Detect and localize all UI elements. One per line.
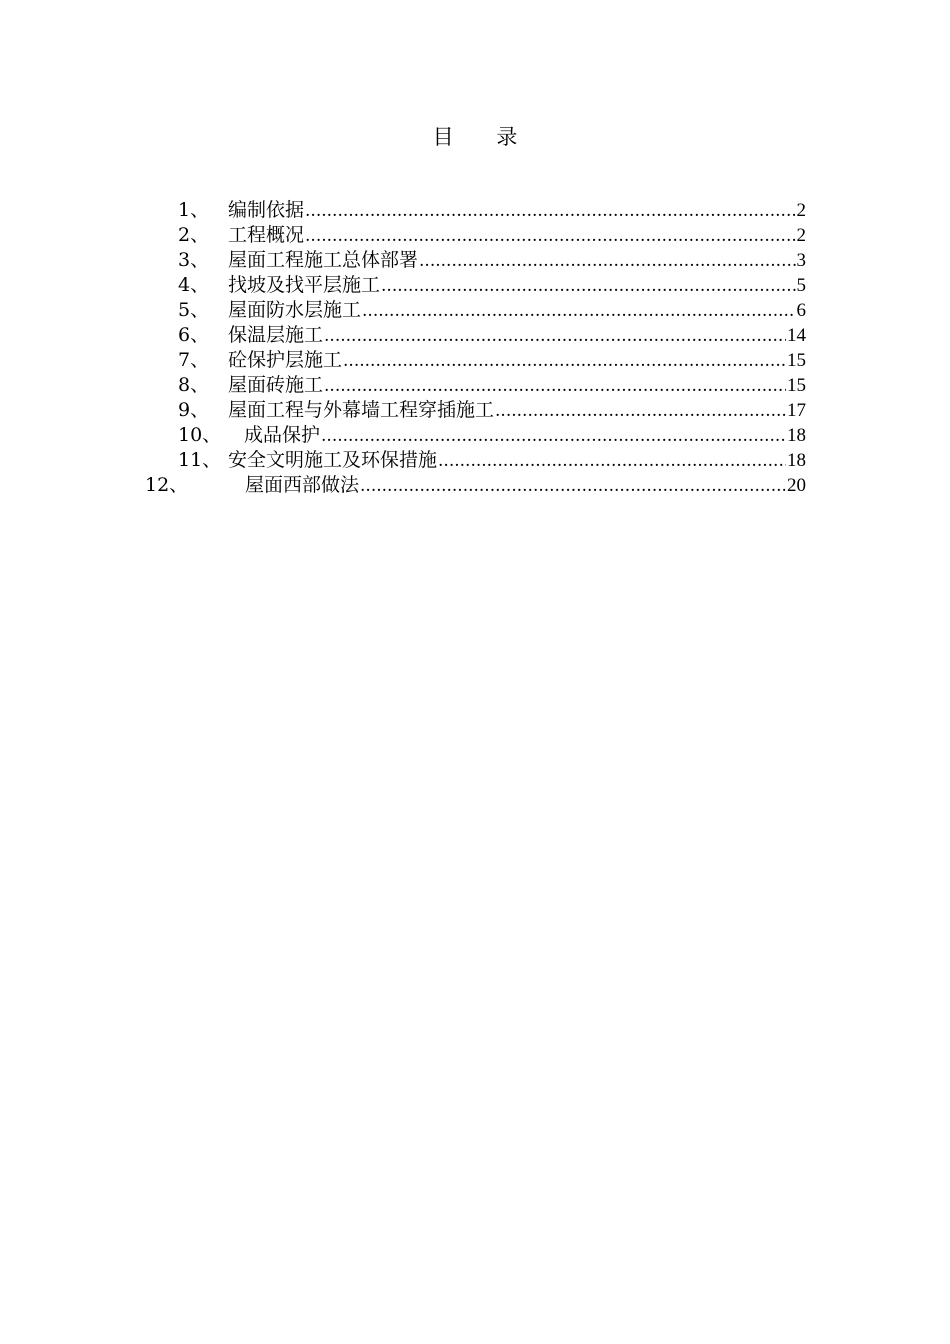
toc-leader-dots — [360, 474, 786, 499]
toc-leader-dots — [324, 324, 786, 349]
toc-entry-10[interactable] — [0, 423, 950, 448]
toc-entry-number: 3、 — [178, 249, 210, 271]
toc-entry-4[interactable] — [0, 273, 950, 298]
toc-entry-label: 屋面砖施工 — [228, 374, 324, 396]
toc-entry-5[interactable] — [0, 298, 950, 323]
toc-entry-page: 5 — [796, 275, 806, 296]
toc-entry-number: 10、 — [178, 424, 222, 446]
toc-entry-8[interactable] — [0, 373, 950, 398]
toc-entry-number: 4、 — [178, 274, 210, 296]
toc-entry-page: 3 — [796, 250, 806, 271]
toc-entry-text — [228, 223, 806, 249]
toc-entry-3[interactable] — [0, 248, 950, 273]
toc-leader-dots — [343, 349, 786, 374]
toc-entry-label: 屋面防水层施工 — [228, 299, 362, 321]
toc-entry-label: 编制依据 — [228, 199, 305, 221]
toc-entry-text — [245, 473, 806, 499]
toc-leader-dots — [495, 399, 786, 424]
toc-entry-page: 15 — [787, 375, 806, 396]
toc-entry-page: 15 — [787, 350, 806, 371]
toc-entry-label: 屋面西部做法 — [245, 474, 360, 496]
toc-entry-number: 2、 — [178, 224, 210, 246]
toc-entry-page: 18 — [787, 425, 806, 446]
toc-title: 目 录 — [432, 125, 536, 149]
toc-leader-dots — [381, 274, 795, 299]
toc-entry-number: 8、 — [178, 374, 210, 396]
toc-entry-label: 屋面工程与外幕墙工程穿插施工 — [228, 399, 495, 421]
toc-entry-label: 成品保护 — [244, 424, 321, 446]
toc-entry-number: 5、 — [178, 299, 210, 321]
toc-entry-label: 工程概况 — [228, 224, 305, 246]
toc-entry-number: 6、 — [178, 324, 210, 346]
toc-entry-text — [228, 398, 806, 424]
toc-entry-1[interactable] — [0, 198, 950, 223]
toc-entry-page: 14 — [787, 325, 806, 346]
toc-entry-number: 12、 — [145, 474, 189, 496]
toc-entry-number: 1、 — [178, 199, 210, 221]
toc-entry-7[interactable] — [0, 348, 950, 373]
toc-leader-dots — [305, 199, 795, 224]
toc-entry-page: 6 — [796, 300, 806, 321]
toc-entry-number: 11、 — [178, 449, 222, 471]
toc-entry-page: 17 — [787, 400, 806, 421]
toc-entry-page: 18 — [787, 450, 806, 471]
toc-leader-dots — [438, 449, 786, 474]
toc-entry-number: 7、 — [178, 349, 210, 371]
toc-entry-9[interactable] — [0, 398, 950, 423]
toc-entry-number: 9、 — [178, 399, 210, 421]
toc-entry-page: 2 — [796, 225, 806, 246]
toc-entry-label: 安全文明施工及环保措施 — [228, 449, 438, 471]
toc-entry-text — [228, 348, 806, 374]
toc-leader-dots — [324, 374, 786, 399]
toc-leader-dots — [419, 249, 795, 274]
toc-entry-text — [228, 373, 806, 399]
toc-entry-label: 找坡及找平层施工 — [228, 274, 381, 296]
toc-entry-page: 2 — [796, 200, 806, 221]
toc-entry-text — [228, 448, 806, 474]
toc-entry-text — [228, 298, 806, 324]
toc-entry-11[interactable] — [0, 448, 950, 473]
toc-leader-dots — [362, 299, 795, 324]
toc-entry-text — [228, 323, 806, 349]
toc-entry-label: 屋面工程施工总体部署 — [228, 249, 419, 271]
toc-entry-text — [228, 273, 806, 299]
toc-entry-12[interactable] — [0, 473, 950, 498]
toc-leader-dots — [305, 224, 795, 249]
toc-entry-text — [228, 198, 806, 224]
toc-entry-2[interactable] — [0, 223, 950, 248]
toc-leader-dots — [321, 424, 786, 449]
toc-entry-page: 20 — [787, 475, 806, 496]
toc-entry-text — [244, 423, 806, 449]
toc-entry-label: 砼保护层施工 — [228, 349, 343, 371]
toc-entry-6[interactable] — [0, 323, 950, 348]
toc-entry-text — [228, 248, 806, 274]
toc-entry-label: 保温层施工 — [228, 324, 324, 346]
